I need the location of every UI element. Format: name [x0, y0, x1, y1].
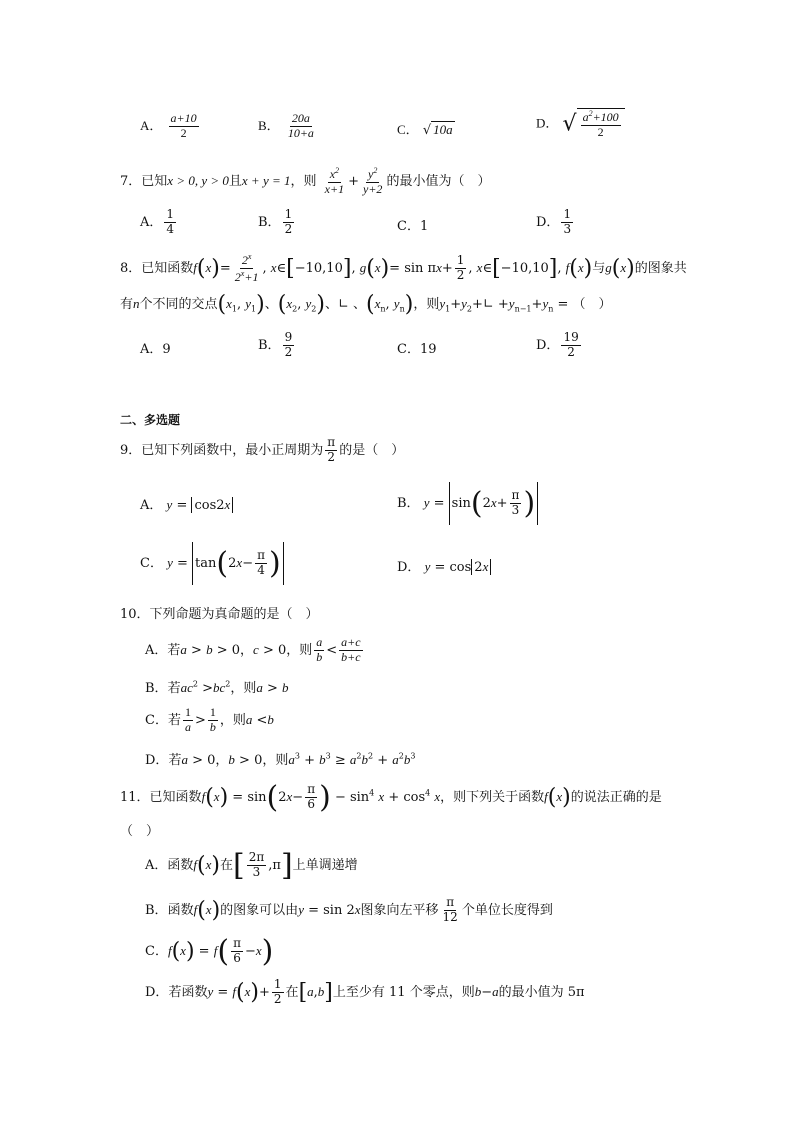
q6-option-b[interactable]: B． $\frac{20a}{10+a}$ — [258, 111, 314, 140]
q11-option-b[interactable]: B．函数f(x)的图象可以由y = sin 2x图象向左平移 $\frac{\pi}{12}$ 个单位长度得到 — [145, 895, 553, 924]
q10-option-a[interactable]: A．若a > b > 0，c > 0，则 $\frac{a}{b}$ < $\frac{a+c}{b+c}$ — [145, 635, 361, 664]
q7-frac2: $\frac{y^2}{y+2}$ — [363, 166, 383, 196]
q7-option-d[interactable]: D． $\frac{1}{3}$ — [536, 207, 572, 236]
q8-option-b[interactable]: B． $\frac{9}{2}$ — [258, 330, 293, 359]
q9-option-c[interactable]: C． y = tan(2x− $\frac{\pi}{4}$ ) — [140, 542, 284, 585]
q10-option-c[interactable]: C．若 $\frac{1}{a}$ > $\frac{1}{b}$ ，则a <b — [145, 705, 274, 734]
q11-option-c[interactable]: C．f(x) = f( $\frac{\pi}{6}$ −x) — [145, 934, 274, 969]
q11-stem-line1: 11．已知函数f(x) = sin(2x− $\frac{\pi}{6}$ ) − $\sin^4 x + \cos^4 x$，则下列关于函数f(x)的说法正确的是 — [120, 780, 662, 815]
q6-option-d[interactable]: D． √ $\frac{a^2+100}{2}$ — [536, 108, 625, 140]
q8-option-c[interactable]: C．19 — [397, 342, 437, 357]
q6c-sqrt: √ 10a — [422, 122, 453, 138]
q8-stem-line1: 8．已知函数f(x)= $\frac{2^x}{2^x+1}$ , x∈[−10,10], g(x)= sin πx+ $\frac{1}{2}$ , x∈[−10,10], f(x)与g(x)的图象共 — [120, 252, 687, 284]
q6b-fraction: $\frac{20a}{10+a}$ — [287, 111, 314, 140]
q9-option-d[interactable]: D． y = cos 2x — [397, 556, 491, 575]
q8-option-a[interactable]: A．9 — [140, 342, 171, 357]
q9-option-a[interactable]: A． y = cos2x — [140, 494, 233, 513]
q11-option-d[interactable]: D．若函数y = f(x)+ $\frac{1}{2}$ 在[a,b]上至少有 11 个零点，则b−a的最小值为 5π — [145, 977, 585, 1006]
q8-option-d[interactable]: D． $\frac{19}{2}$ — [536, 330, 579, 359]
q6a-fraction: $\frac{a+10}{2}$ — [170, 111, 197, 140]
q6d-sqrt-sign: √ — [562, 111, 577, 137]
q7-option-a[interactable]: A． $\frac{1}{4}$ — [140, 207, 175, 236]
q7-frac1: $\frac{x^2}{x+1}$ — [324, 166, 345, 196]
q11-option-a[interactable]: A．函数f(x)在[ $\frac{2\pi}{3}$ ,π]上单调递增 — [145, 848, 358, 883]
section-title: 二、多选题 — [120, 413, 181, 427]
q7-option-b[interactable]: B． $\frac{1}{2}$ — [258, 207, 293, 236]
q6-option-c[interactable]: C． √ 10a — [397, 122, 453, 138]
q7-option-c[interactable]: C．1 — [397, 219, 429, 234]
q10-stem: 10．下列命题为真命题的是（ ） — [120, 607, 319, 622]
q6-option-a[interactable]: A． $\frac{a+10}{2}$ — [140, 111, 197, 140]
q11-stem-line2: （ ） — [120, 824, 160, 839]
q9-stem: 9．已知下列函数中，最小正周期为 $\frac{\pi}{2}$ 的是（ ） — [120, 435, 405, 464]
q7-stem: 7．已知x > 0, y > 0且x + y = 1，则 $\frac{x^2}{x+1}$ + $\frac{y^2}{y+2}$ 的最小值为（ ） — [120, 166, 491, 196]
q10-option-b[interactable]: B．若$ac^2 >bc^2$，则a > b — [145, 679, 289, 696]
q10-option-d[interactable]: D．若a > 0，b > 0，则$a^3 + b^3 \ge a^2b^2 + a^2b^3$ — [145, 751, 416, 768]
q9-option-b[interactable]: B． y = sin(2x+ $\frac{\pi}{3}$ ) — [397, 482, 538, 525]
q8-stem-line2: 有n个不同的交点($x_1$, $y_1$)、($x_2$, $y_2$)、∟ 、($x_n$, $y_n$)，则$y_1+y_2+∟ +y_{n-1}+y_n$ = （ ） — [120, 292, 612, 317]
